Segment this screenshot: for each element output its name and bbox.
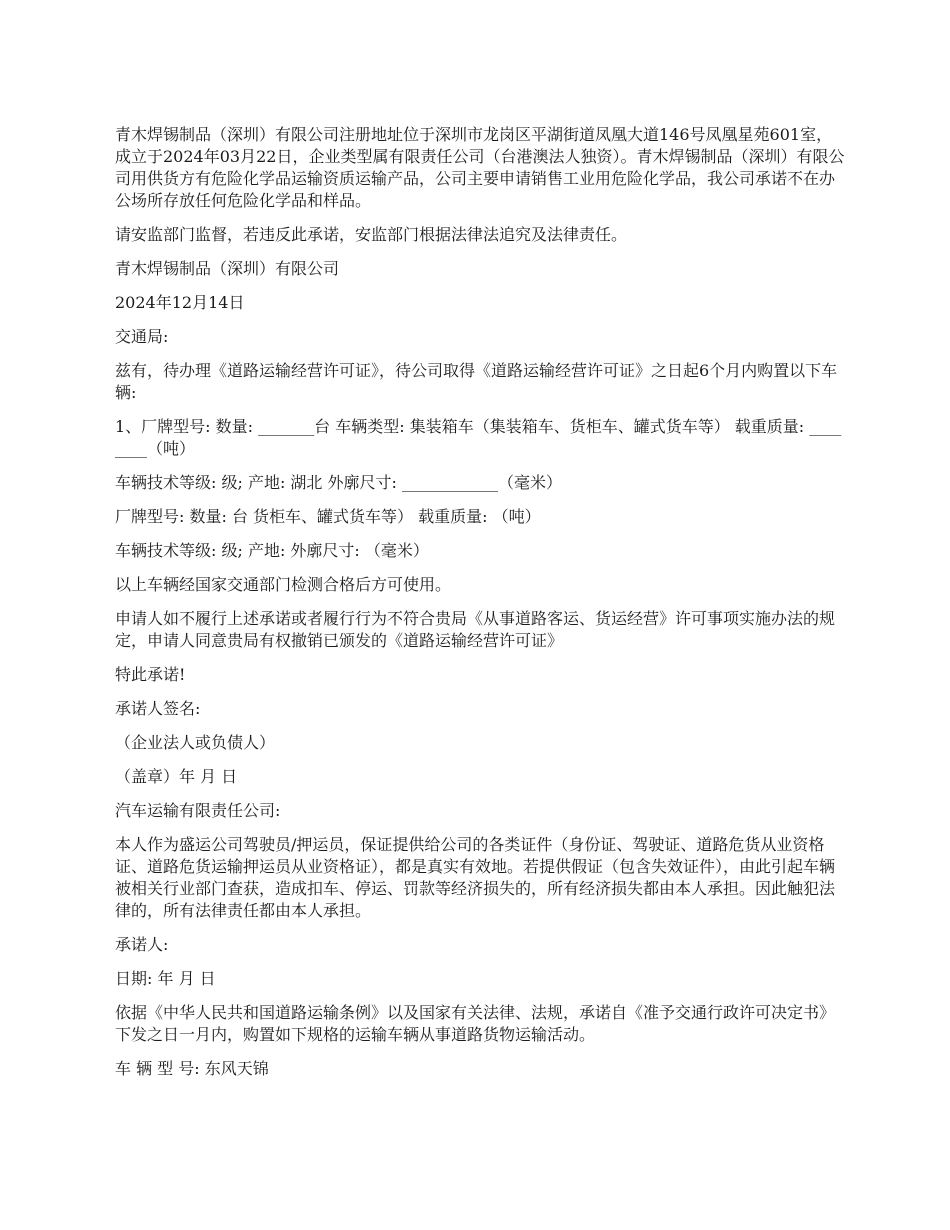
pledge-statement: 特此承诺! — [115, 665, 186, 684]
signature-date: 2024年12月14日 — [115, 293, 245, 312]
regulation-commitment-paragraph: 依据《中华人民共和国道路运输条例》以及国家有关法律、法规，承诺自《准予交通行政许可决定书》下发之日一月内，购置如下规格的运输车辆从事道路货物运输活动。 — [115, 1003, 836, 1044]
company-registration-paragraph: 青木焊锡制品（深圳）有限公司注册地址位于深圳市龙岗区平湖街道凤凰大道146号凤凰星苑601室，成立于2024年03月22日，企业类型属有限责任公司（台港澳法人独资）。青木焊锡制品（深圳）有限公司用供货方有危险化学品运输资质运输产品，公司主要申请销售工业用危险化学品，我公司承诺不在办公场所存放任何危险化学品和样品。 — [115, 125, 845, 210]
seal-date-line: （盖章）年 月 日 — [115, 767, 238, 786]
addressee-transport-bureau: 交通局: — [115, 327, 169, 346]
pledger-signature-label: 承诺人签名: — [115, 699, 201, 718]
vehicle-spec-line-1: 1、厂牌型号: 数量: _______台 车辆类型: 集装箱车（集装箱车、货柜车、罐式货车等） 载重质量: ________（吨） — [115, 417, 842, 458]
pledger-label: 承诺人: — [115, 935, 169, 954]
date-line: 日期: 年 月 日 — [115, 969, 216, 988]
vehicle-purchase-intro: 兹有，待办理《道路运输经营许可证》，待公司取得《道路运输经营许可证》之日起6个月内购置以下车辆: — [115, 361, 838, 402]
supervision-paragraph: 请安监部门监督，若违反此承诺，安监部门根据法律法追究及法律责任。 — [115, 225, 628, 244]
vehicle-spec-line-2: 厂牌型号: 数量: 台 货柜车、罐式货车等） 载重质量: （吨） — [115, 507, 541, 526]
vehicle-model-line: 车 辆 型 号: 东风天锦 — [115, 1059, 269, 1078]
document-body — [115, 124, 845, 1092]
vehicle-tech-grade-line-1: 车辆技术等级: 级; 产地: 湖北 外廓尺寸: ____________（毫米） — [115, 473, 562, 492]
inspection-note: 以上车辆经国家交通部门检测合格后方可使用。 — [115, 575, 452, 594]
legal-person-note: （企业法人或负债人） — [115, 733, 276, 752]
vehicle-tech-grade-line-2: 车辆技术等级: 级; 产地: 外廓尺寸: （毫米） — [115, 541, 429, 560]
company-name-signature: 青木焊锡制品（深圳）有限公司 — [115, 259, 340, 278]
revocation-clause: 申请人如不履行上述承诺或者履行行为不符合贵局《从事道路客运、货运经营》许可事项实施办法的规定，申请人同意贵局有权撤销已颁发的《道路运输经营许可证》 — [115, 609, 836, 650]
driver-guarantee-paragraph: 本人作为盛运公司驾驶员/押运员，保证提供给公司的各类证件（身份证、驾驶证、道路危货从业资格证、道路危货运输押运员从业资格证），都是真实有效地。若提供假证（包含失效证件），由此引起车辆被相关行业部门查获，造成扣车、停运、罚款等经济损失的，所有经济损失都由本人承担。因此触犯法律的，所有法律责任都由本人承担。 — [115, 835, 836, 920]
addressee-transport-company: 汽车运输有限责任公司: — [115, 801, 281, 820]
